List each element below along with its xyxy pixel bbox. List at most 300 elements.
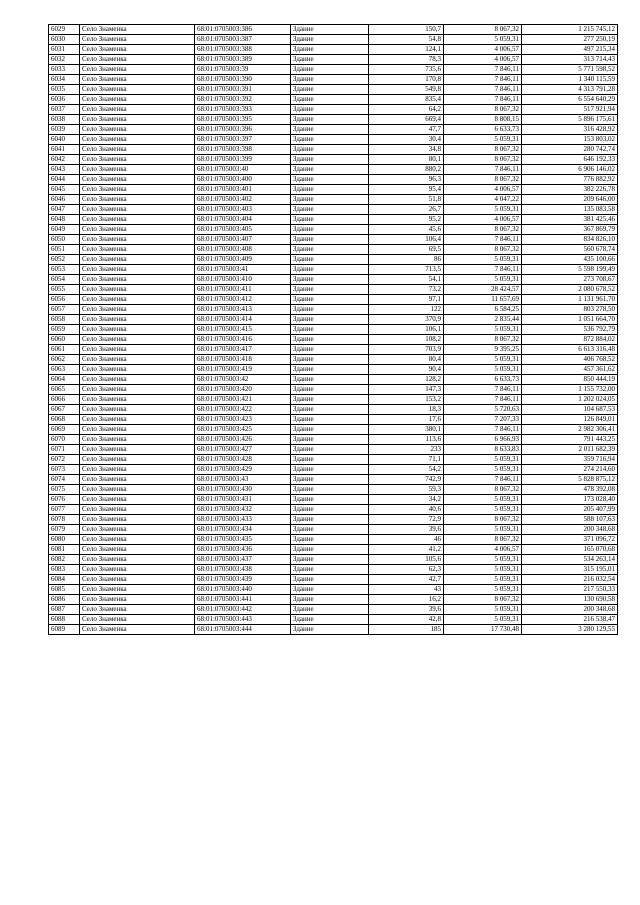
row-number-cell: 6038 [49, 115, 80, 125]
specific-cadastral-value-cell: 8 067,32 [444, 25, 522, 35]
row-number-cell: 6088 [49, 615, 80, 625]
object-type-cell: Здание [291, 275, 369, 285]
area-cell: 108,2 [369, 335, 444, 345]
cadastral-value-cell: 2 982 306,41 [522, 425, 618, 435]
settlement-name-cell: Село Знаменка [80, 135, 195, 145]
area-cell: 880,2 [369, 165, 444, 175]
area-cell: 39,6 [369, 525, 444, 535]
object-type-cell: Здание [291, 195, 369, 205]
row-number-cell: 6045 [49, 185, 80, 195]
area-cell: 34,8 [369, 145, 444, 155]
specific-cadastral-value-cell: 6 633,73 [444, 125, 522, 135]
table-row [49, 265, 618, 275]
row-number-cell: 6082 [49, 555, 80, 565]
object-type-cell: Здание [291, 185, 369, 195]
cadastral-value-cell: 216 032,54 [522, 575, 618, 585]
object-type-cell: Здание [291, 435, 369, 445]
cadastral-number-cell: 68:01:0705003:412 [195, 295, 291, 305]
cadastral-value-cell: 6 554 640,29 [522, 95, 618, 105]
row-number-cell: 6056 [49, 295, 80, 305]
settlement-name-cell: Село Знаменка [80, 275, 195, 285]
cadastral-number-cell: 68:01:0705003:43 [195, 475, 291, 485]
cadastral-value-cell: 4 313 791,28 [522, 85, 618, 95]
area-cell: 185 [369, 625, 444, 635]
table-row [49, 35, 618, 45]
cadastral-number-cell: 68:01:0705003:402 [195, 195, 291, 205]
settlement-name-cell: Село Знаменка [80, 585, 195, 595]
object-type-cell: Здание [291, 355, 369, 365]
cadastral-value-cell: 497 215,34 [522, 45, 618, 55]
object-type-cell: Здание [291, 455, 369, 465]
cadastral-number-cell: 68:01:0705003:442 [195, 605, 291, 615]
cadastral-number-cell: 68:01:0705003:408 [195, 245, 291, 255]
row-number-cell: 6036 [49, 95, 80, 105]
specific-cadastral-value-cell: 5 059,31 [444, 355, 522, 365]
table-row [49, 555, 618, 565]
object-type-cell: Здание [291, 545, 369, 555]
specific-cadastral-value-cell: 5 059,31 [444, 525, 522, 535]
object-type-cell: Здание [291, 55, 369, 65]
area-cell: 90,4 [369, 365, 444, 375]
object-type-cell: Здание [291, 395, 369, 405]
specific-cadastral-value-cell: 8 067,32 [444, 515, 522, 525]
object-type-cell: Здание [291, 365, 369, 375]
object-type-cell: Здание [291, 425, 369, 435]
object-type-cell: Здание [291, 405, 369, 415]
object-type-cell: Здание [291, 255, 369, 265]
settlement-name-cell: Село Знаменка [80, 515, 195, 525]
cadastral-number-cell: 68:01:0705003:435 [195, 535, 291, 545]
area-cell: 122 [369, 305, 444, 315]
specific-cadastral-value-cell: 9 395,25 [444, 345, 522, 355]
object-type-cell: Здание [291, 415, 369, 425]
cadastral-number-cell: 68:01:0705003:393 [195, 105, 291, 115]
object-type-cell: Здание [291, 475, 369, 485]
cadastral-number-cell: 68:01:0705003:396 [195, 125, 291, 135]
area-cell: 72,9 [369, 515, 444, 525]
settlement-name-cell: Село Знаменка [80, 165, 195, 175]
settlement-name-cell: Село Знаменка [80, 425, 195, 435]
cadastral-number-cell: 68:01:0705003:395 [195, 115, 291, 125]
specific-cadastral-value-cell: 5 059,31 [444, 325, 522, 335]
specific-cadastral-value-cell: 7 846,11 [444, 265, 522, 275]
specific-cadastral-value-cell: 6 584,25 [444, 305, 522, 315]
table-row [49, 505, 618, 515]
row-number-cell: 6061 [49, 345, 80, 355]
cadastral-number-cell: 68:01:0705003:418 [195, 355, 291, 365]
cadastral-value-cell: 205 407,99 [522, 505, 618, 515]
table-row [49, 615, 618, 625]
area-cell: 735,6 [369, 65, 444, 75]
specific-cadastral-value-cell: 8 067,32 [444, 145, 522, 155]
settlement-name-cell: Село Знаменка [80, 525, 195, 535]
table-row [49, 235, 618, 245]
specific-cadastral-value-cell: 5 059,31 [444, 615, 522, 625]
row-number-cell: 6073 [49, 465, 80, 475]
cadastral-number-cell: 68:01:0705003:414 [195, 315, 291, 325]
row-number-cell: 6033 [49, 65, 80, 75]
cadastral-number-cell: 68:01:0705003:386 [195, 25, 291, 35]
specific-cadastral-value-cell: 5 059,31 [444, 555, 522, 565]
cadastral-value-cell: 381 425,46 [522, 215, 618, 225]
cadastral-number-cell: 68:01:0705003:441 [195, 595, 291, 605]
cadastral-value-cell: 1 340 115,59 [522, 75, 618, 85]
object-type-cell: Здание [291, 215, 369, 225]
cadastral-number-cell: 68:01:0705003:440 [195, 585, 291, 595]
specific-cadastral-value-cell: 7 846,11 [444, 235, 522, 245]
specific-cadastral-value-cell: 8 067,32 [444, 485, 522, 495]
table-row [49, 625, 618, 635]
area-cell: 42,8 [369, 615, 444, 625]
object-type-cell: Здание [291, 265, 369, 275]
row-number-cell: 6062 [49, 355, 80, 365]
table-row [49, 545, 618, 555]
table-row [49, 155, 618, 165]
specific-cadastral-value-cell: 7 846,11 [444, 385, 522, 395]
cadastral-number-cell: 68:01:0705003:430 [195, 485, 291, 495]
object-type-cell: Здание [291, 145, 369, 155]
settlement-name-cell: Село Знаменка [80, 75, 195, 85]
specific-cadastral-value-cell: 4 006,57 [444, 215, 522, 225]
row-number-cell: 6032 [49, 55, 80, 65]
object-type-cell: Здание [291, 205, 369, 215]
object-type-cell: Здание [291, 175, 369, 185]
cadastral-number-cell: 68:01:0705003:411 [195, 285, 291, 295]
specific-cadastral-value-cell: 7 846,11 [444, 475, 522, 485]
row-number-cell: 6075 [49, 485, 80, 495]
cadastral-number-cell: 68:01:0705003:423 [195, 415, 291, 425]
object-type-cell: Здание [291, 345, 369, 355]
object-type-cell: Здание [291, 285, 369, 295]
row-number-cell: 6041 [49, 145, 80, 155]
settlement-name-cell: Село Знаменка [80, 285, 195, 295]
area-cell: 47,7 [369, 125, 444, 135]
specific-cadastral-value-cell: 5 059,31 [444, 505, 522, 515]
table-row [49, 105, 618, 115]
specific-cadastral-value-cell: 5 059,31 [444, 255, 522, 265]
cadastral-number-cell: 68:01:0705003:444 [195, 625, 291, 635]
cadastral-value-cell: 2 080 678,52 [522, 285, 618, 295]
cadastral-number-cell: 68:01:0705003:387 [195, 35, 291, 45]
settlement-name-cell: Село Знаменка [80, 235, 195, 245]
area-cell: 835,4 [369, 95, 444, 105]
table-row [49, 195, 618, 205]
cadastral-number-cell: 68:01:0705003:434 [195, 525, 291, 535]
cadastral-number-cell: 68:01:0705003:432 [195, 505, 291, 515]
cadastral-number-cell: 68:01:0705003:410 [195, 275, 291, 285]
object-type-cell: Здание [291, 585, 369, 595]
row-number-cell: 6086 [49, 595, 80, 605]
specific-cadastral-value-cell: 4 006,57 [444, 55, 522, 65]
settlement-name-cell: Село Знаменка [80, 25, 195, 35]
cadastral-value-cell: 280 742,74 [522, 145, 618, 155]
specific-cadastral-value-cell: 8 067,32 [444, 535, 522, 545]
cadastral-value-cell: 315 195,01 [522, 565, 618, 575]
object-type-cell: Здание [291, 85, 369, 95]
settlement-name-cell: Село Знаменка [80, 615, 195, 625]
table-row [49, 55, 618, 65]
cadastral-number-cell: 68:01:0705003:420 [195, 385, 291, 395]
table-row [49, 85, 618, 95]
area-cell: 26,7 [369, 205, 444, 215]
row-number-cell: 6029 [49, 25, 80, 35]
cadastral-number-cell: 68:01:0705003:392 [195, 95, 291, 105]
cadastral-value-cell: 536 792,79 [522, 325, 618, 335]
object-type-cell: Здание [291, 125, 369, 135]
specific-cadastral-value-cell: 17 730,48 [444, 625, 522, 635]
table-row [49, 415, 618, 425]
cadastral-value-cell: 517 921,94 [522, 105, 618, 115]
settlement-name-cell: Село Знаменка [80, 445, 195, 455]
cadastral-number-cell: 68:01:0705003:39 [195, 65, 291, 75]
document-page [48, 24, 617, 635]
cadastral-number-cell: 68:01:0705003:405 [195, 225, 291, 235]
row-number-cell: 6030 [49, 35, 80, 45]
area-cell: 40,6 [369, 505, 444, 515]
object-type-cell: Здание [291, 555, 369, 565]
area-cell: 86 [369, 255, 444, 265]
table-row [49, 305, 618, 315]
table-row [49, 255, 618, 265]
cadastral-value-cell: 1 155 732,00 [522, 385, 618, 395]
specific-cadastral-value-cell: 8 808,15 [444, 115, 522, 125]
object-type-cell: Здание [291, 385, 369, 395]
settlement-name-cell: Село Знаменка [80, 195, 195, 205]
cadastral-number-cell: 68:01:0705003:428 [195, 455, 291, 465]
specific-cadastral-value-cell: 4 047,22 [444, 195, 522, 205]
cadastral-number-cell: 68:01:0705003:41 [195, 265, 291, 275]
cadastral-number-cell: 68:01:0705003:427 [195, 445, 291, 455]
cadastral-number-cell: 68:01:0705003:413 [195, 305, 291, 315]
area-cell: 153,2 [369, 395, 444, 405]
cadastral-value-cell: 3 280 129,55 [522, 625, 618, 635]
object-type-cell: Здание [291, 25, 369, 35]
settlement-name-cell: Село Знаменка [80, 595, 195, 605]
specific-cadastral-value-cell: 8 067,32 [444, 225, 522, 235]
cadastral-value-cell: 5 896 175,61 [522, 115, 618, 125]
area-cell: 78,3 [369, 55, 444, 65]
cadastral-number-cell: 68:01:0705003:415 [195, 325, 291, 335]
object-type-cell: Здание [291, 115, 369, 125]
table-row [49, 395, 618, 405]
cadastral-number-cell: 68:01:0705003:407 [195, 235, 291, 245]
object-type-cell: Здание [291, 105, 369, 115]
object-type-cell: Здание [291, 505, 369, 515]
area-cell: 150,7 [369, 25, 444, 35]
specific-cadastral-value-cell: 6 966,93 [444, 435, 522, 445]
cadastral-number-cell: 68:01:0705003:419 [195, 365, 291, 375]
area-cell: 54,1 [369, 275, 444, 285]
cadastral-value-cell: 173 028,40 [522, 495, 618, 505]
table-row [49, 65, 618, 75]
row-number-cell: 6050 [49, 235, 80, 245]
area-cell: 96,3 [369, 175, 444, 185]
table-row [49, 165, 618, 175]
specific-cadastral-value-cell: 8 067,32 [444, 175, 522, 185]
area-cell: 80,4 [369, 355, 444, 365]
specific-cadastral-value-cell: 8 633,83 [444, 445, 522, 455]
object-type-cell: Здание [291, 485, 369, 495]
specific-cadastral-value-cell: 6 633,73 [444, 375, 522, 385]
row-number-cell: 6083 [49, 565, 80, 575]
cadastral-value-cell: 153 803,02 [522, 135, 618, 145]
settlement-name-cell: Село Знаменка [80, 325, 195, 335]
settlement-name-cell: Село Знаменка [80, 305, 195, 315]
settlement-name-cell: Село Знаменка [80, 575, 195, 585]
table-row [49, 385, 618, 395]
cadastral-number-cell: 68:01:0705003:431 [195, 495, 291, 505]
cadastral-number-cell: 68:01:0705003:401 [195, 185, 291, 195]
cadastral-value-cell: 382 226,78 [522, 185, 618, 195]
area-cell: 97,1 [369, 295, 444, 305]
specific-cadastral-value-cell: 5 059,31 [444, 495, 522, 505]
area-cell: 742,9 [369, 475, 444, 485]
row-number-cell: 6079 [49, 525, 80, 535]
area-cell: 703,9 [369, 345, 444, 355]
settlement-name-cell: Село Знаменка [80, 35, 195, 45]
cadastral-value-cell: 646 192,33 [522, 155, 618, 165]
object-type-cell: Здание [291, 165, 369, 175]
area-cell: 18,3 [369, 405, 444, 415]
specific-cadastral-value-cell: 5 059,31 [444, 455, 522, 465]
area-cell: 233 [369, 445, 444, 455]
table-row [49, 365, 618, 375]
table-row [49, 575, 618, 585]
table-row [49, 535, 618, 545]
table-row [49, 205, 618, 215]
table-row [49, 145, 618, 155]
cadastral-number-cell: 68:01:0705003:436 [195, 545, 291, 555]
row-number-cell: 6074 [49, 475, 80, 485]
specific-cadastral-value-cell: 5 059,31 [444, 135, 522, 145]
settlement-name-cell: Село Знаменка [80, 625, 195, 635]
settlement-name-cell: Село Знаменка [80, 115, 195, 125]
settlement-name-cell: Село Знаменка [80, 435, 195, 445]
row-number-cell: 6031 [49, 45, 80, 55]
cadastral-value-cell: 776 882,92 [522, 175, 618, 185]
table-row [49, 465, 618, 475]
cadastral-value-cell: 277 250,19 [522, 35, 618, 45]
object-type-cell: Здание [291, 445, 369, 455]
area-cell: 124,1 [369, 45, 444, 55]
table-row [49, 315, 618, 325]
cadastral-value-cell: 1 051 664,70 [522, 315, 618, 325]
cadastral-value-cell: 1 202 024,05 [522, 395, 618, 405]
specific-cadastral-value-cell: 5 059,31 [444, 275, 522, 285]
row-number-cell: 6054 [49, 275, 80, 285]
cadastral-value-cell: 5 828 875,12 [522, 475, 618, 485]
settlement-name-cell: Село Знаменка [80, 415, 195, 425]
cadastral-value-cell: 791 443,25 [522, 435, 618, 445]
object-type-cell: Здание [291, 245, 369, 255]
cadastral-value-cell: 2 011 682,39 [522, 445, 618, 455]
area-cell: 71,1 [369, 455, 444, 465]
cadastral-value-cell: 1 131 961,70 [522, 295, 618, 305]
table-row [49, 585, 618, 595]
settlement-name-cell: Село Знаменка [80, 385, 195, 395]
table-row [49, 455, 618, 465]
row-number-cell: 6087 [49, 605, 80, 615]
row-number-cell: 6058 [49, 315, 80, 325]
cadastral-value-cell: 803 278,50 [522, 305, 618, 315]
row-number-cell: 6072 [49, 455, 80, 465]
table-row [49, 285, 618, 295]
specific-cadastral-value-cell: 8 067,32 [444, 245, 522, 255]
area-cell: 59,3 [369, 485, 444, 495]
area-cell: 380,1 [369, 425, 444, 435]
object-type-cell: Здание [291, 525, 369, 535]
object-type-cell: Здание [291, 335, 369, 345]
cadastral-value-cell: 5 771 598,52 [522, 65, 618, 75]
object-type-cell: Здание [291, 95, 369, 105]
specific-cadastral-value-cell: 7 846,11 [444, 95, 522, 105]
specific-cadastral-value-cell: 11 657,69 [444, 295, 522, 305]
cadastral-number-cell: 68:01:0705003:433 [195, 515, 291, 525]
settlement-name-cell: Село Знаменка [80, 545, 195, 555]
cadastral-number-cell: 68:01:0705003:422 [195, 405, 291, 415]
settlement-name-cell: Село Знаменка [80, 205, 195, 215]
specific-cadastral-value-cell: 7 846,11 [444, 395, 522, 405]
cadastral-value-cell: 209 646,00 [522, 195, 618, 205]
table-row [49, 275, 618, 285]
area-cell: 30,4 [369, 135, 444, 145]
area-cell: 34,2 [369, 495, 444, 505]
table-row [49, 325, 618, 335]
cadastral-value-cell: 1 215 745,12 [522, 25, 618, 35]
object-type-cell: Здание [291, 155, 369, 165]
cadastral-number-cell: 68:01:0705003:404 [195, 215, 291, 225]
object-type-cell: Здание [291, 75, 369, 85]
specific-cadastral-value-cell: 4 006,57 [444, 185, 522, 195]
cadastral-value-cell: 834 826,10 [522, 235, 618, 245]
object-type-cell: Здание [291, 65, 369, 75]
cadastral-number-cell: 68:01:0705003:417 [195, 345, 291, 355]
specific-cadastral-value-cell: 5 059,31 [444, 465, 522, 475]
row-number-cell: 6034 [49, 75, 80, 85]
area-cell: 370,9 [369, 315, 444, 325]
row-number-cell: 6051 [49, 245, 80, 255]
specific-cadastral-value-cell: 28 424,57 [444, 285, 522, 295]
row-number-cell: 6035 [49, 85, 80, 95]
cadastral-number-cell: 68:01:0705003:398 [195, 145, 291, 155]
cadastral-number-cell: 68:01:0705003:439 [195, 575, 291, 585]
cadastral-number-cell: 68:01:0705003:399 [195, 155, 291, 165]
row-number-cell: 6067 [49, 405, 80, 415]
object-type-cell: Здание [291, 535, 369, 545]
table-row [49, 355, 618, 365]
specific-cadastral-value-cell: 5 059,31 [444, 365, 522, 375]
specific-cadastral-value-cell: 2 835,44 [444, 315, 522, 325]
specific-cadastral-value-cell: 8 067,32 [444, 155, 522, 165]
table-row [49, 335, 618, 345]
specific-cadastral-value-cell: 4 006,57 [444, 45, 522, 55]
settlement-name-cell: Село Знаменка [80, 45, 195, 55]
row-number-cell: 6077 [49, 505, 80, 515]
settlement-name-cell: Село Знаменка [80, 55, 195, 65]
table-row [49, 495, 618, 505]
object-type-cell: Здание [291, 315, 369, 325]
row-number-cell: 6042 [49, 155, 80, 165]
cadastral-number-cell: 68:01:0705003:429 [195, 465, 291, 475]
settlement-name-cell: Село Знаменка [80, 405, 195, 415]
row-number-cell: 6046 [49, 195, 80, 205]
object-type-cell: Здание [291, 595, 369, 605]
object-type-cell: Здание [291, 35, 369, 45]
cadastral-value-cell: 560 678,74 [522, 245, 618, 255]
cadastral-value-cell: 126 849,01 [522, 415, 618, 425]
area-cell: 105,6 [369, 555, 444, 565]
object-type-cell: Здание [291, 625, 369, 635]
